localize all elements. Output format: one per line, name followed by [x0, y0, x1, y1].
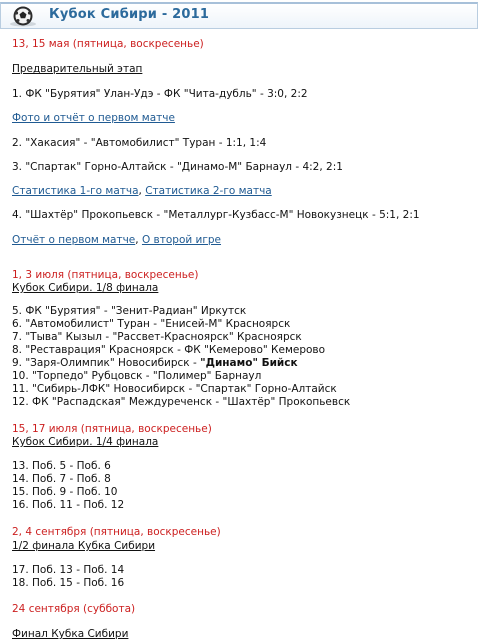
match-links: Статистика 1-го матча, Статистика 2-го матча: [12, 185, 272, 197]
round-date: 15, 17 июля (пятница, воскресенье): [12, 423, 212, 435]
stage-title: Финал Кубка Сибири: [12, 628, 129, 640]
match-line: 16. Поб. 11 - Поб. 12: [12, 499, 125, 511]
match-line: [12, 357, 474, 370]
match-home-team: 9. "Заря-Олимпик" Новосибирск -: [12, 357, 201, 369]
first-match-report-link[interactable]: Отчёт о первом матче: [12, 234, 136, 246]
match-line: 13. Поб. 5 - Поб. 6: [12, 460, 111, 472]
stats-second-match-link[interactable]: Статистика 2-го матча: [145, 185, 272, 197]
match-line: 7. "Тыва" Кызыл - "Рассвет-Красноярск" Красноярск: [12, 331, 302, 343]
match-line: 2. "Хакасия" - "Автомобилист" Туран - 1:1, 1:4: [12, 137, 267, 149]
stage-title: Кубок Сибири. 1/8 финала: [12, 282, 159, 294]
match-line: 17. Поб. 13 - Поб. 14: [12, 564, 125, 576]
stats-first-match-link[interactable]: Статистика 1-го матча: [12, 185, 139, 197]
tournament-schedule: [12, 36, 474, 641]
second-match-link[interactable]: О второй игре: [141, 234, 222, 246]
match-line: 6. "Автомобилист" Туран - "Енисей-М" Красноярск: [12, 318, 291, 330]
match-line: 1. ФК "Бурятия" Улан-Удэ - ФК "Чита-дубль" - 3:0, 2:2: [12, 88, 308, 100]
match-line: 4. "Шахтёр" Прокопьевск - "Металлург-Кузбасс-М" Новокузнецк - 5:1, 2:1: [12, 209, 420, 221]
round-date: 2, 4 сентября (пятница, воскресенье): [12, 526, 221, 538]
round-date: 24 сентября (суббота): [12, 603, 136, 615]
match-highlight-team: "Динамо" Бийск: [200, 357, 298, 369]
soccer-ball-icon: [7, 5, 39, 27]
match-line: 11. "Сибирь-ЛФК" Новосибирск - "Спартак" Горно-Алтайск: [12, 383, 337, 395]
stage-title: Кубок Сибири. 1/4 финала: [12, 436, 159, 448]
match-links: Отчёт о первом матче, О второй игре: [12, 234, 222, 246]
stage-title: 1/2 финала Кубка Сибири: [12, 540, 156, 552]
match-line: 12. ФК "Распадская" Междуреченск - "Шахтёр" Прокопьевск: [12, 396, 351, 408]
page-header: [0, 2, 478, 29]
match-line: 15. Поб. 9 - Поб. 10: [12, 486, 118, 498]
match-line: 14. Поб. 7 - Поб. 8: [12, 473, 111, 485]
match-links: [12, 112, 474, 125]
round-date: 13, 15 мая (пятница, воскресенье): [12, 38, 204, 50]
page-title: Кубок Сибири - 2011: [49, 7, 210, 22]
stage-title: Предварительный этап: [12, 63, 143, 75]
match-line: 8. "Реставрация" Красноярск - ФК "Кемерово" Кемерово: [12, 344, 326, 356]
match-line: 10. "Торпедо" Рубцовск - "Полимер" Барнаул: [12, 370, 262, 382]
round-date: 1, 3 июля (пятница, воскресенье): [12, 269, 199, 281]
match-line: 18. Поб. 15 - Поб. 16: [12, 577, 125, 589]
match-line: 5. ФК "Бурятия" - "Зенит-Радиан" Иркутск: [12, 305, 247, 317]
match-line: 3. "Спартак" Горно-Алтайск - "Динамо-М" Барнаул - 4:2, 2:1: [12, 161, 343, 173]
photo-report-link[interactable]: Фото и отчёт о первом матче: [12, 112, 175, 124]
